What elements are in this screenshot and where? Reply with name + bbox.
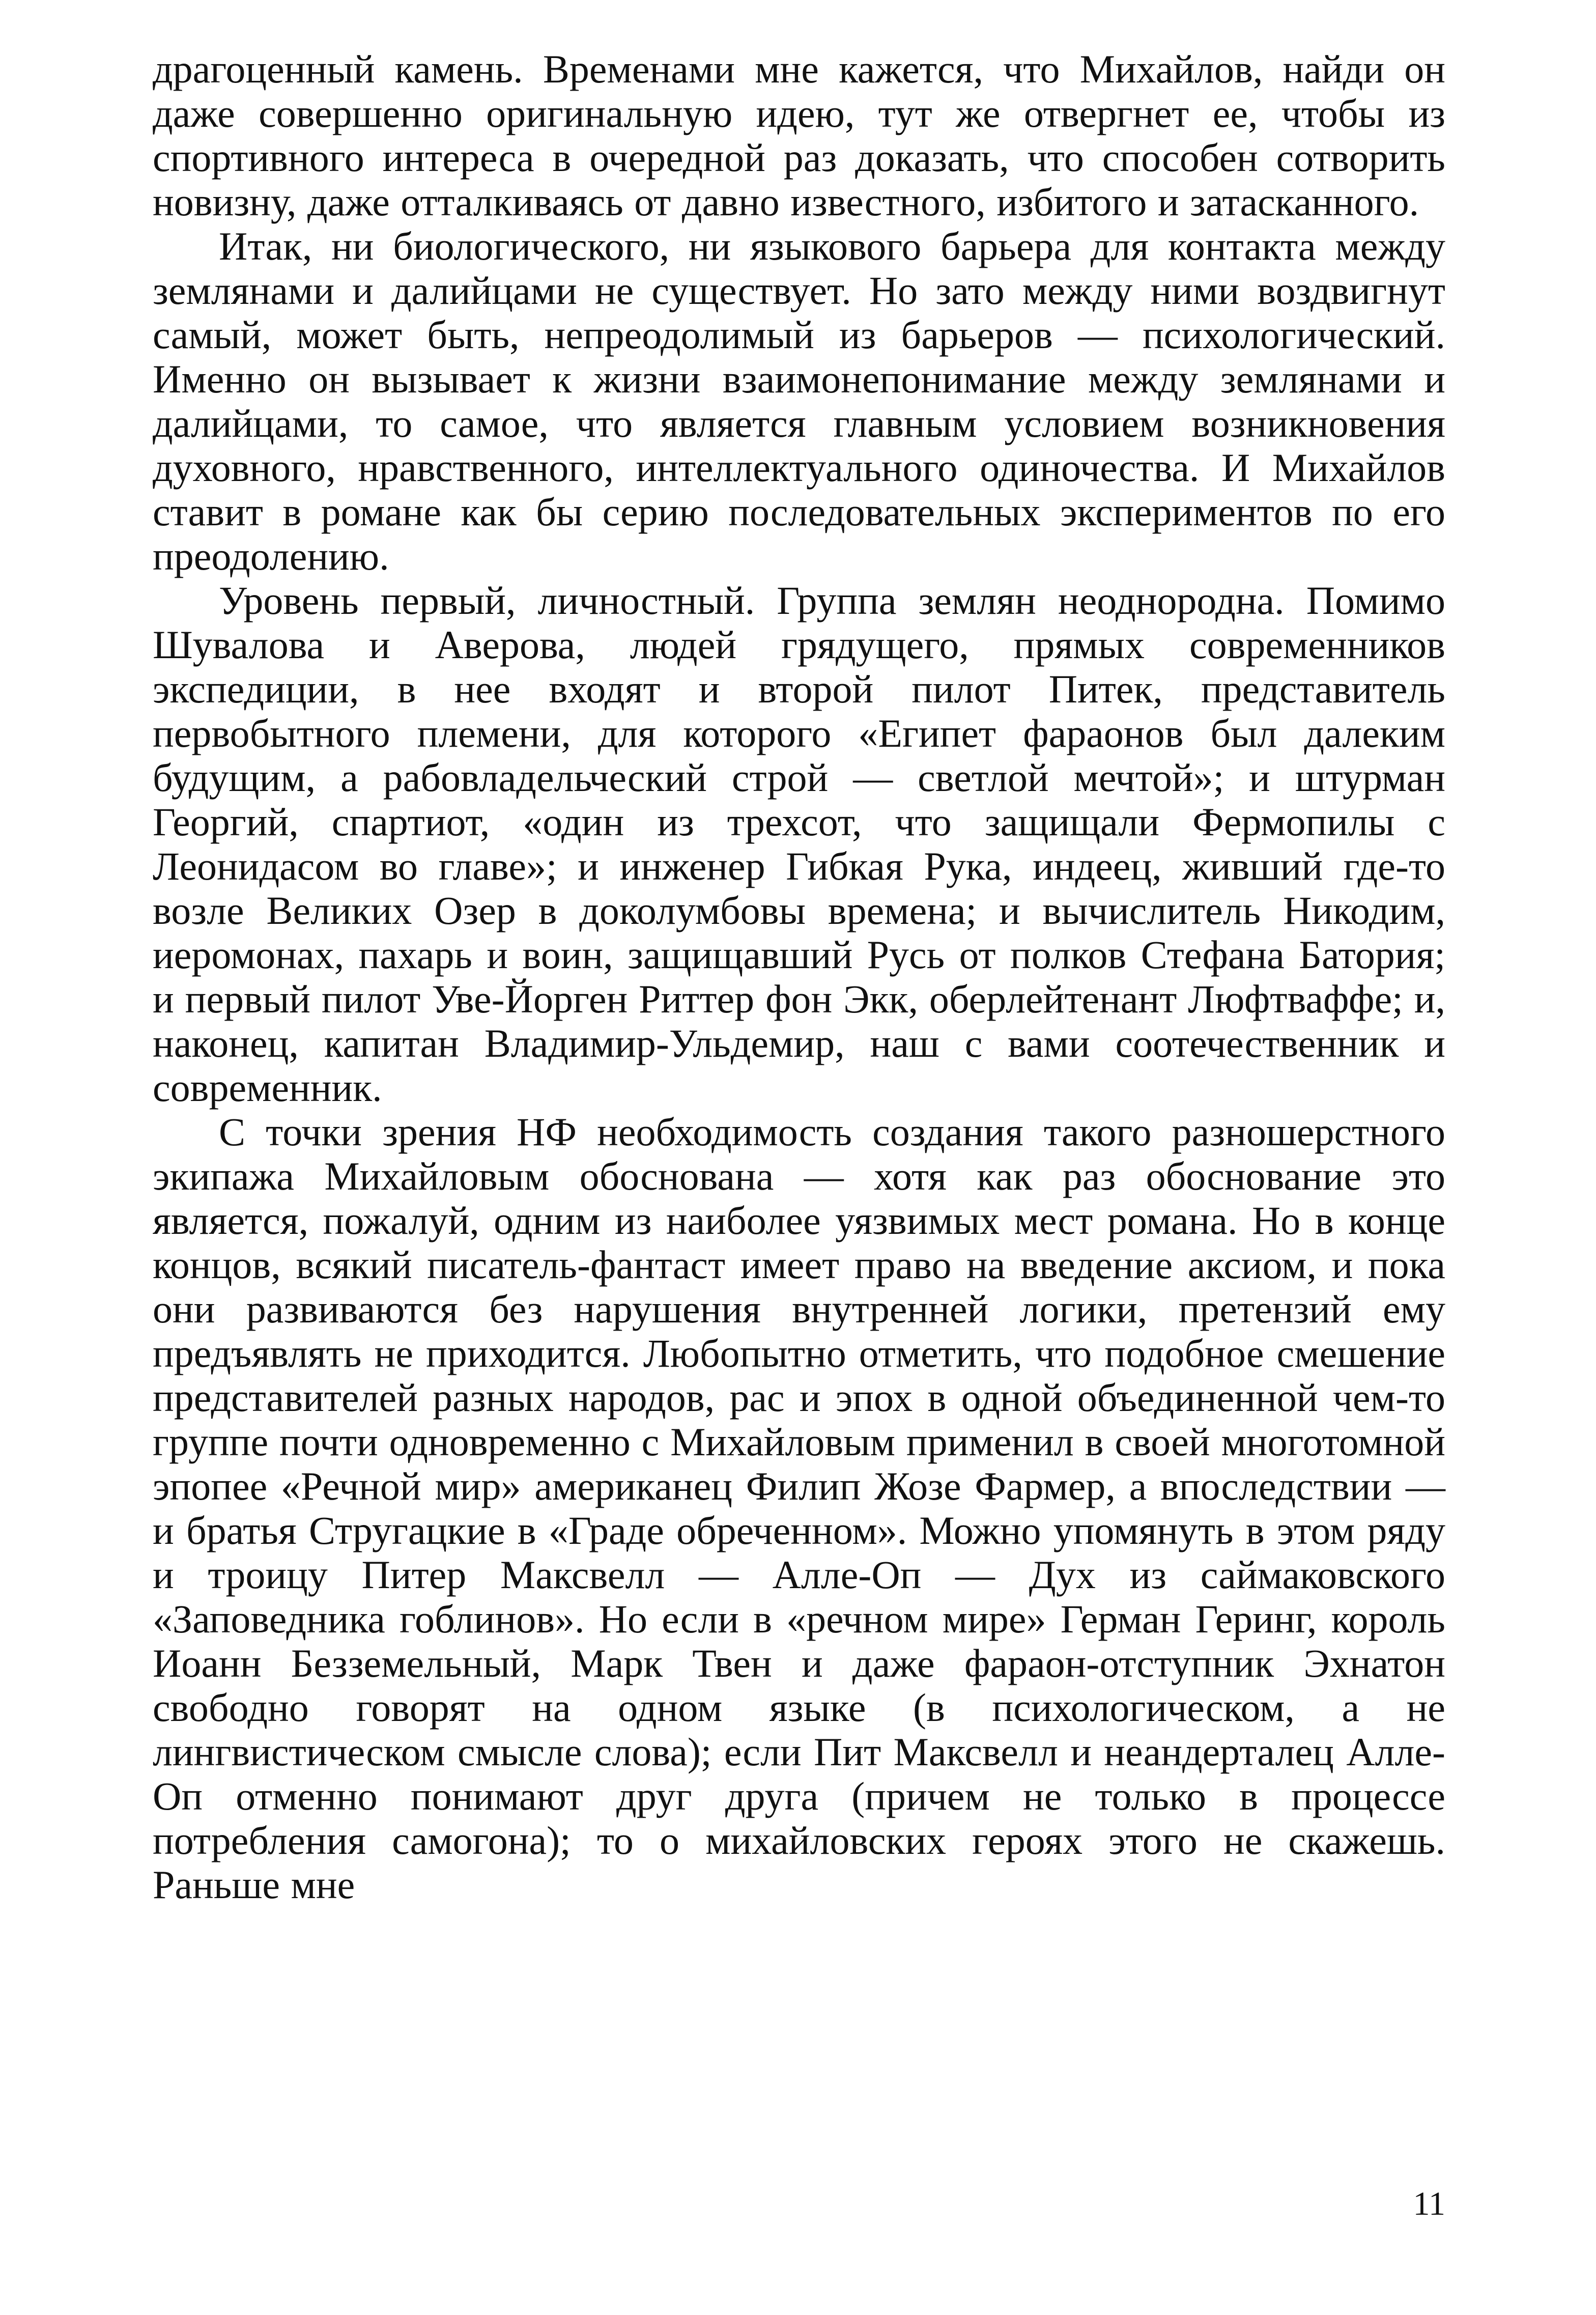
body-text xyxy=(153,47,1445,1907)
paragraph-4: С точки зрения НФ необходимость создания такого разношерстного экипажа Михайловым обоснована — хотя как раз обоснование это является, пожалуй, одним из наиболее уязвимых мест романа. Но в конце концов, всякий писатель-фантаст имеет право на введение аксиом, и пока они развиваются без нарушения внутренней логики, претензий ему предъявлять не приходится. Любопытно отметить, что подобное смешение представителей разных народов, рас и эпох в одной объединенной чем-то группе почти одновременно с Михайловым применил в своей многотомной эпопее «Речной мир» американец Филип Жозе Фармер, а впоследствии — и братья Стругацкие в «Граде обреченном». Можно упомянуть в этом ряду и троицу Питер Максвелл — Алле-Оп — Дух из саймаковского «Заповедника гоблинов». Но если в «речном мире» Герман Геринг, король Иоанн Безземельный, Марк Твен и даже фараон-отступник Эхнатон свободно говорят на одном языке (в психологическом, а не лингвистическом смысле слова); если Пит Максвелл и неандерталец Алле-Оп отменно понимают друг друга (причем не только в процессе потребления самогона); то о михайловских героях этого не скажешь. Раньше мне xyxy=(153,1110,1445,1907)
paragraph-3: Уровень первый, личностный. Группа землян неоднородна. Помимо Шувалова и Аверова, людей грядущего, прямых современников экспедиции, в нее входят и второй пилот Питек, представитель первобытного племени, для которого «Египет фараонов был далеким будущим, а рабовладельческий строй — светлой мечтой»; и штурман Георгий, спартиот, «один из трехсот, что защищали Фермопилы с Леонидасом во главе»; и инженер Гибкая Рука, индеец, живший где-то возле Великих Озер в доколумбовы времена; и вычислитель Никодим, иеромонах, пахарь и воин, защищавший Русь от полков Стефана Батория; и первый пилот Уве-Йорген Риттер фон Экк, оберлейтенант Люфтваффе; и, наконец, капитан Владимир-Ульдемир, наш с вами соотечественник и современник. xyxy=(153,578,1445,1110)
page-number: 11 xyxy=(1413,2185,1445,2222)
paragraph-1: драгоценный камень. Временами мне кажется, что Михайлов, найди он даже совершенно оригинальную идею, тут же отвергнет ее, чтобы из спортивного интереса в очередной раз доказать, что способен сотворить новизну, даже отталкиваясь от давно известного, избитого и затасканного. xyxy=(153,47,1445,224)
paragraph-2: Итак, ни биологического, ни языкового барьера для контакта между землянами и далийцами не существует. Но зато между ними воздвигнут самый, может быть, непреодолимый из барьеров — психологический. Именно он вызывает к жизни взаимонепонимание между землянами и далийцами, то самое, что является главным условием возникновения духовного, нравственного, интеллектуального одиночества. И Михайлов ставит в романе как бы серию последовательных экспериментов по его преодолению. xyxy=(153,224,1445,578)
